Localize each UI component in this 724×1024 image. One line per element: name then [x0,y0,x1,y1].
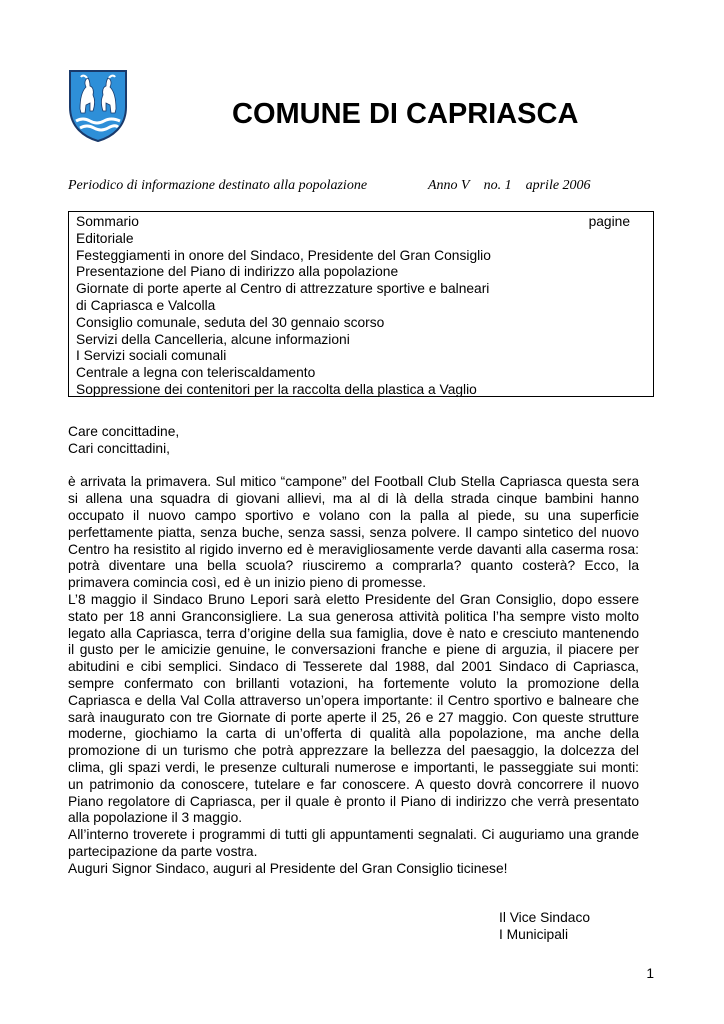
letter-paragraph: All’interno troverete i programmi di tutti gli appuntamenti segnalati. Ci auguriamo una grande partecipazione da parte vostra. [68,827,639,859]
greeting-line: Care concittadine, [68,424,180,439]
issue-info [428,178,591,194]
summary-header [76,214,646,231]
issue-year: Anno V [428,178,470,193]
summary-box [68,211,654,397]
editorial-letter [68,424,639,878]
signature-line: Il Vice Sindaco [499,910,591,925]
summary-item: Servizi della Cancelleria, alcune informazioni [76,331,350,347]
summary-item: I Servizi sociali comunali [76,348,227,364]
letter-paragraph: Auguri Signor Sindaco, auguri al Presidente del Gran Consiglio ticinese! [68,860,508,876]
summary-item: di Capriasca e Valcolla [76,297,216,313]
signature-block [499,910,590,944]
summary-item: Soppressione dei contenitori per la raccolta della plastica a Vaglio [76,381,477,397]
summary-pages-label: pagine [588,214,630,229]
page-title: COMUNE DI CAPRIASCA [232,98,579,130]
summary-item: Presentazione del Piano di indirizzo alla popolazione [76,264,399,280]
summary-item: Giornate di porte aperte al Centro di attrezzature sportive e balneari [76,281,490,297]
page-number: 1 [646,966,654,981]
summary-item: Festeggiamenti in onore del Sindaco, Presidente del Gran Consiglio [76,247,491,263]
issue-number: no. 1 [483,178,512,193]
summary-heading: Sommario [76,214,139,229]
greeting-line: Cari concittadini, [68,440,170,456]
coat-of-arms-icon [68,69,128,143]
summary-item: Editoriale [76,230,134,246]
summary-item: Consiglio comunale, seduta del 30 gennaio scorso [76,314,385,330]
letter-paragraph: è arrivata la primavera. Sul mitico “campone” del Football Club Stella Capriasca questa sera si allena una squadra di giovani allievi, ma al di là della strada cinque bambini hanno occupato il nuovo campo sportivo e volano con la palla al piede, su una superficie perfettamente piatta, senza buche, senza sassi, senza polvere. Il campo sintetico del nuovo Centro ha resistito al rigido inverno ed è meravigliosamente verde davanti alla caserma rosa: potrà diventare una bella scuola? riusciremo a comprarla? quanto costerà? Ecco, la primavera comincia così, ed è un inizio pieno di promesse. [68,474,639,591]
summary-item: Centrale a legna con teleriscaldamento [76,365,316,381]
periodical-subtitle: Periodico di informazione destinato alla popolazione [68,178,368,193]
issue-date: aprile 2006 [525,178,591,193]
signature-line: I Municipali [499,926,569,942]
letter-paragraph: L’8 maggio il Sindaco Bruno Lepori sarà eletto Presidente del Gran Consiglio, dopo essere stato per 18 anni Granconsigliere. La sua generosa attività politica l’ha sempre visto molto legato alla Capriasca, terra d’origine della sua famiglia, dove è nato e cresciuto mantenendo il gusto per le amicizie genuine, le conversazioni franche e piene di arguzia, il piacere per abitudini e cibi semplici. Sindaco di Tesserete dal 1988, dal 2001 Sindaco di Capriasca, sempre confermato con brillanti votazioni, ha fortemente voluto la promozione della Capriasca e della Val Colla attraverso un’opera importante: il Centro sportivo e balneare che sarà inaugurato con tre Giornate di porte aperte il 25, 26 e 27 maggio. Con queste strutture moderne, giochiamo la carta di un’offerta di qualità alla popolazione, ma anche della promozione di un turismo che potrà apprezzare la bellezza del paesaggio, la dolcezza del clima, gli spazi verdi, le presenze culturali numerose e importanti, le passeggiate sui monti: un patrimonio da conoscere, tutelare e far conoscere. A questo dovrà concorrere il nuovo Piano regolatore di Capriasca, per il quale è pronto il Piano di indirizzo che verrà presentato alla popolazione il 3 maggio. [68,591,639,826]
